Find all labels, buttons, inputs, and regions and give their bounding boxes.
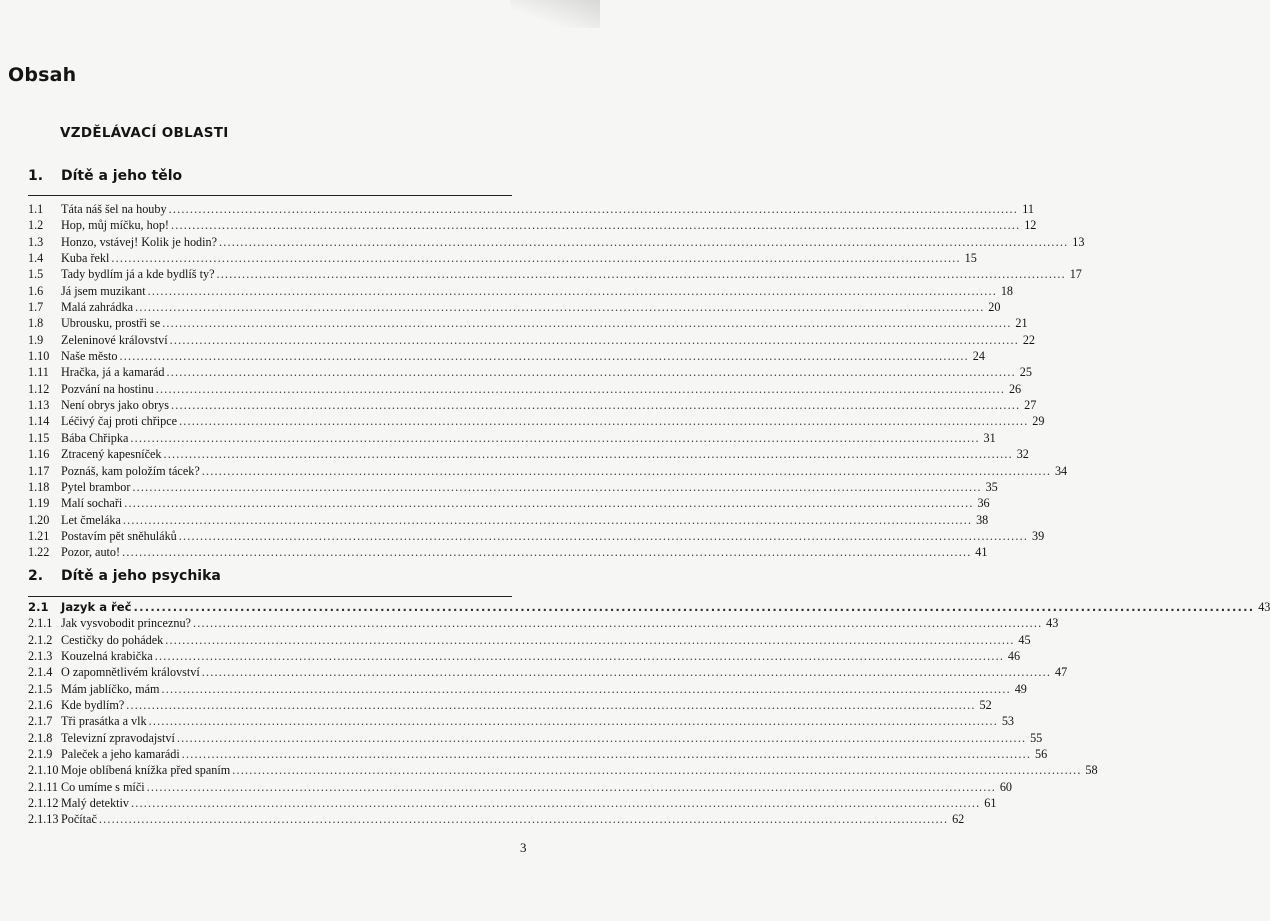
toc-entry-number: 1.4 — [28, 251, 44, 266]
dot-leader: ........................................................................................................................................................................................................ — [119, 349, 969, 364]
toc-entry-title: Ztracený kapesníček — [61, 447, 162, 462]
dot-leader: ........................................................................................................................................................................................................ — [165, 632, 1015, 647]
toc-entry-number: 2.1.13 — [28, 812, 59, 827]
toc-entry-page: 43 — [1046, 616, 1059, 631]
toc-entry — [28, 495, 990, 511]
toc-entry-title: Zeleninové království — [61, 332, 168, 347]
toc-entry-number: 2.1.12 — [28, 796, 59, 811]
dot-leader: ........................................................................................................................................................................................................ — [122, 512, 973, 527]
chapter-heading-1 — [28, 168, 182, 184]
toc-entry-title: Kde bydlím? — [61, 698, 125, 713]
chapter-heading-2 — [28, 568, 221, 584]
toc-entry — [28, 512, 989, 528]
toc-entry-number: 2.1.10 — [28, 763, 59, 778]
toc-entry-page: 32 — [1016, 447, 1029, 462]
dot-leader: ........................................................................................................................................................................................................ — [162, 316, 1012, 331]
toc-entry-number: 1.19 — [28, 496, 50, 511]
dot-leader: ........................................................................................................................................................................................................ — [132, 479, 982, 494]
dot-leader: ........................................................................................................................................................................................................ — [166, 365, 1016, 380]
toc-entry — [28, 779, 1012, 795]
dot-leader: ........................................................................................................................................................................................................ — [192, 616, 1043, 631]
toc-entry-page: 24 — [972, 349, 985, 364]
toc-entry-page: 11 — [1022, 202, 1034, 216]
chapter-rule — [28, 195, 512, 196]
toc-entry-page: 34 — [1054, 463, 1068, 478]
toc-entry — [28, 746, 1048, 762]
toc-entry-title: Poznáš, kam položím tácek? — [61, 463, 200, 478]
scan-corner-shade — [510, 0, 600, 28]
toc-entry-number: 2.1.1 — [28, 616, 53, 631]
toc-entry-title: Malí sochaři — [61, 496, 123, 511]
toc-entry-page: 58 — [1085, 763, 1098, 778]
dot-leader: ........................................................................................................................................................................................................ — [170, 398, 1021, 413]
toc-entry-title: Já jsem muzikant — [61, 283, 146, 298]
toc-entry-page: 53 — [1001, 714, 1014, 729]
toc-entry — [28, 381, 1022, 397]
toc-entry-title: Pozvání na hostinu — [61, 381, 154, 396]
toc-entry-number: 1.3 — [28, 234, 44, 249]
dot-leader: ........................................................................................................................................................................................................ — [178, 528, 1029, 543]
toc-entry-title: Ubrousku, prostři se — [61, 316, 161, 331]
toc-entry-number: 1.11 — [28, 365, 49, 380]
toc-entry-page: 22 — [1022, 332, 1035, 347]
toc-list-chapter-1 — [28, 201, 1085, 561]
toc-entry — [28, 315, 1028, 331]
toc-entry-title: Hračka, já a kamarád — [61, 365, 165, 380]
toc-entry — [28, 250, 977, 266]
page-number: 3 — [520, 840, 527, 855]
toc-entry-title: Moje oblíbená knížka před spaním — [61, 763, 231, 778]
toc-entry — [28, 795, 997, 811]
toc-entry — [28, 615, 1059, 631]
toc-entry-number: 1.2 — [28, 218, 44, 233]
toc-entry-title: Co umíme s míči — [61, 779, 145, 794]
toc-entry-title: Paleček a jeho kamarádi — [61, 747, 180, 762]
toc-entry — [28, 811, 965, 827]
toc-entry — [28, 397, 1037, 413]
toc-entry — [28, 664, 1068, 680]
toc-entry-page: 36 — [977, 496, 990, 511]
toc-entry — [28, 544, 988, 560]
toc-entry-page: 25 — [1019, 365, 1032, 380]
dot-leader: ........................................................................................................................................................................................................ — [232, 763, 1082, 778]
toc-entry — [28, 283, 1013, 299]
toc-entry-page: 55 — [1030, 730, 1043, 745]
toc-entry-number: 1.16 — [28, 447, 50, 462]
toc-entry-title: Táta náš šel na houby — [61, 202, 167, 216]
toc-entry-number: 2.1.4 — [28, 665, 53, 680]
toc-entry-page: 62 — [952, 812, 965, 827]
dot-leader: ........................................................................................................................................................................................................ — [169, 332, 1019, 347]
dot-leader: ........................................................................................................................................................................................................ — [98, 812, 949, 827]
toc-entry — [28, 681, 1027, 697]
toc-entry-number: 1.7 — [28, 300, 44, 315]
page-title: Obsah — [8, 64, 77, 86]
toc-entry-title: Mám jablíčko, mám — [61, 681, 160, 696]
toc-entry-title: Bába Chřipka — [61, 430, 129, 445]
toc-entry-number: 2.1.7 — [28, 714, 53, 729]
toc-entry-page: 39 — [1031, 528, 1045, 543]
toc-entry-number: 2.1.3 — [28, 649, 53, 664]
toc-entry-title: Kouzelná krabička — [61, 649, 153, 664]
toc-entry-page: 43 — [1258, 600, 1270, 614]
toc-entry-number: 2.1 — [28, 600, 49, 614]
toc-entry-page: 47 — [1054, 665, 1068, 680]
chapter-title: Dítě a jeho tělo — [61, 168, 183, 184]
toc-entry-number: 2.1.2 — [28, 632, 53, 647]
toc-entry — [28, 697, 992, 713]
toc-entry — [28, 446, 1029, 462]
toc-entry-number: 1.5 — [28, 267, 44, 282]
toc-entry — [28, 332, 1035, 348]
toc-entry-title: Jak vysvobodit princeznu? — [61, 616, 191, 631]
toc-entry-page: 13 — [1072, 234, 1085, 249]
toc-entry — [28, 479, 998, 495]
toc-entry-number: 1.13 — [28, 398, 50, 413]
toc-entry-page: 46 — [1007, 649, 1021, 664]
toc-entry-page: 12 — [1024, 218, 1037, 233]
toc-entry-page: 15 — [964, 251, 977, 266]
toc-entry-number: 2.1.11 — [28, 779, 59, 794]
dot-leader: ........................................................................................................................................................................................................ — [219, 234, 1069, 249]
dot-leader: ........................................................................................................................................................................................................ — [216, 267, 1066, 282]
toc-entry-number: 2.1.8 — [28, 730, 53, 745]
toc-entry-title: Malá zahrádka — [61, 300, 134, 315]
toc-entry — [28, 364, 1032, 380]
toc-entry-title: Tady bydlím já a kde bydlíš ty? — [61, 267, 215, 282]
chapter-number: 2. — [28, 568, 44, 584]
toc-entry-number: 1.8 — [28, 316, 44, 331]
toc-entry-number: 1.22 — [28, 545, 50, 560]
toc-entry-number: 1.12 — [28, 381, 50, 396]
toc-entry-number: 2.1.6 — [28, 698, 53, 713]
toc-entry-page: 49 — [1014, 681, 1027, 696]
dot-leader: ........................................................................................................................................................................................................ — [163, 447, 1013, 462]
toc-entry-number: 1.15 — [28, 430, 50, 445]
dot-leader: ........................................................................................................................................................................................................ — [201, 665, 1052, 680]
toc-entry — [28, 730, 1043, 746]
chapter-number: 1. — [28, 168, 44, 184]
toc-entry-title: Kuba řekl — [61, 251, 110, 266]
toc-entry-title: Léčivý čaj proti chřipce — [61, 414, 178, 429]
dot-leader: ........................................................................................................................................................................................................ — [122, 545, 972, 560]
toc-entry-title: Honzo, vstávej! Kolik je hodin? — [61, 234, 218, 249]
toc-entry-title: Naše město — [61, 349, 118, 364]
dot-leader: ........................................................................................................................................................................................................ — [135, 300, 985, 315]
dot-leader: ........................................................................................................................................................................................................ — [130, 430, 980, 445]
toc-entry — [28, 762, 1098, 778]
toc-entry-title: Jazyk a řeč — [61, 600, 132, 614]
toc-entry — [28, 201, 1034, 217]
dot-leader: ........................................................................................................................................................................................................ — [111, 251, 961, 266]
toc-entry-page: 31 — [983, 430, 996, 445]
toc-entry-title: Let čmeláka — [61, 512, 121, 527]
dot-leader: ........................................................................................................................................................................................................ — [171, 218, 1021, 233]
toc-entry — [28, 348, 985, 364]
dot-leader: ........................................................................................................................................................................................................ — [201, 463, 1052, 478]
dot-leader: ........................................................................................................................................................................................................ — [148, 714, 998, 729]
toc-entry-page: 61 — [984, 796, 997, 811]
toc-entry-number: 1.21 — [28, 528, 50, 543]
toc-entry-page: 35 — [985, 479, 998, 494]
toc-list-chapter-2 — [28, 599, 1270, 828]
toc-entry-title: Televizní zpravodajství — [61, 730, 175, 745]
toc-entry-number: 2.1.5 — [28, 681, 53, 696]
toc-entry-page: 26 — [1008, 381, 1022, 396]
toc-entry-title: Malý detektiv — [61, 796, 130, 811]
toc-entry — [28, 528, 1045, 544]
toc-entry-number: 1.14 — [28, 414, 50, 429]
toc-entry-title: O zapomnětlivém království — [61, 665, 200, 680]
toc-entry — [28, 463, 1068, 479]
toc-entry-page: 56 — [1034, 747, 1048, 762]
toc-entry — [28, 648, 1021, 664]
toc-entry-number: 1.1 — [28, 202, 44, 216]
dot-leader: ........................................................................................................................................................................................................ — [176, 730, 1027, 745]
dot-leader: ........................................................................................................................................................................................................ — [155, 381, 1006, 396]
toc-entry — [28, 430, 996, 446]
toc-entry — [28, 632, 1031, 648]
toc-entry-number: 1.18 — [28, 479, 50, 494]
toc-entry-page: 21 — [1015, 316, 1028, 331]
section-heading: VZDĚLÁVACÍ OBLASTI — [60, 125, 229, 141]
toc-entry — [28, 234, 1085, 250]
dot-leader: ........................................................................................................................................................................................................ — [161, 681, 1011, 696]
toc-entry-number: 1.6 — [28, 283, 44, 298]
toc-entry-number: 1.10 — [28, 349, 50, 364]
dot-leader: ........................................................................................................................................................................................................ — [146, 779, 996, 794]
toc-entry-page: 20 — [988, 300, 1001, 315]
toc-entry — [28, 217, 1037, 233]
chapter-title: Dítě a jeho psychika — [61, 568, 221, 584]
toc-entry-title: Cestičky do pohádek — [61, 632, 164, 647]
dot-leader: ........................................................................................................................................................................................................ — [154, 649, 1005, 664]
toc-entry-page: 41 — [975, 545, 988, 560]
chapter-rule — [28, 596, 512, 597]
toc-entry-page: 38 — [976, 512, 989, 527]
toc-entry — [28, 713, 1014, 729]
toc-entry-page: 52 — [979, 698, 992, 713]
toc-entry-title: Pozor, auto! — [61, 545, 121, 560]
toc-entry — [28, 266, 1082, 282]
toc-entry-page: 17 — [1069, 267, 1082, 282]
toc-entry-number: 1.20 — [28, 512, 50, 527]
toc-entry-title: Pytel brambor — [61, 479, 131, 494]
dot-leader: ........................................................................................................................................................................................................ — [181, 747, 1032, 762]
toc-entry-page: 45 — [1018, 632, 1031, 647]
toc-entry — [28, 599, 1270, 615]
dot-leader: ........................................................................................................................................................................................................ — [133, 600, 1255, 614]
toc-entry-number: 1.17 — [28, 463, 50, 478]
toc-entry-number: 2.1.9 — [28, 747, 53, 762]
dot-leader: ........................................................................................................................................................................................................ — [131, 796, 981, 811]
dot-leader: ........................................................................................................................................................................................................ — [179, 414, 1029, 429]
toc-entry-title: Není obrys jako obrys — [61, 398, 169, 413]
toc-entry-title: Počítač — [61, 812, 97, 827]
dot-leader: ........................................................................................................................................................................................................ — [124, 496, 974, 511]
toc-entry — [28, 299, 1001, 315]
toc-entry — [28, 413, 1045, 429]
toc-entry-title: Hop, můj míčku, hop! — [61, 218, 169, 233]
toc-entry-title: Postavím pět sněhuláků — [61, 528, 177, 543]
dot-leader: ........................................................................................................................................................................................................ — [168, 202, 1018, 216]
toc-entry-page: 60 — [999, 779, 1012, 794]
toc-entry-page: 29 — [1032, 414, 1045, 429]
toc-entry-page: 27 — [1024, 398, 1037, 413]
dot-leader: ........................................................................................................................................................................................................ — [147, 283, 997, 298]
toc-entry-title: Tři prasátka a vlk — [61, 714, 147, 729]
toc-entry-page: 18 — [1000, 283, 1013, 298]
dot-leader: ........................................................................................................................................................................................................ — [126, 698, 976, 713]
toc-entry-number: 1.9 — [28, 332, 44, 347]
